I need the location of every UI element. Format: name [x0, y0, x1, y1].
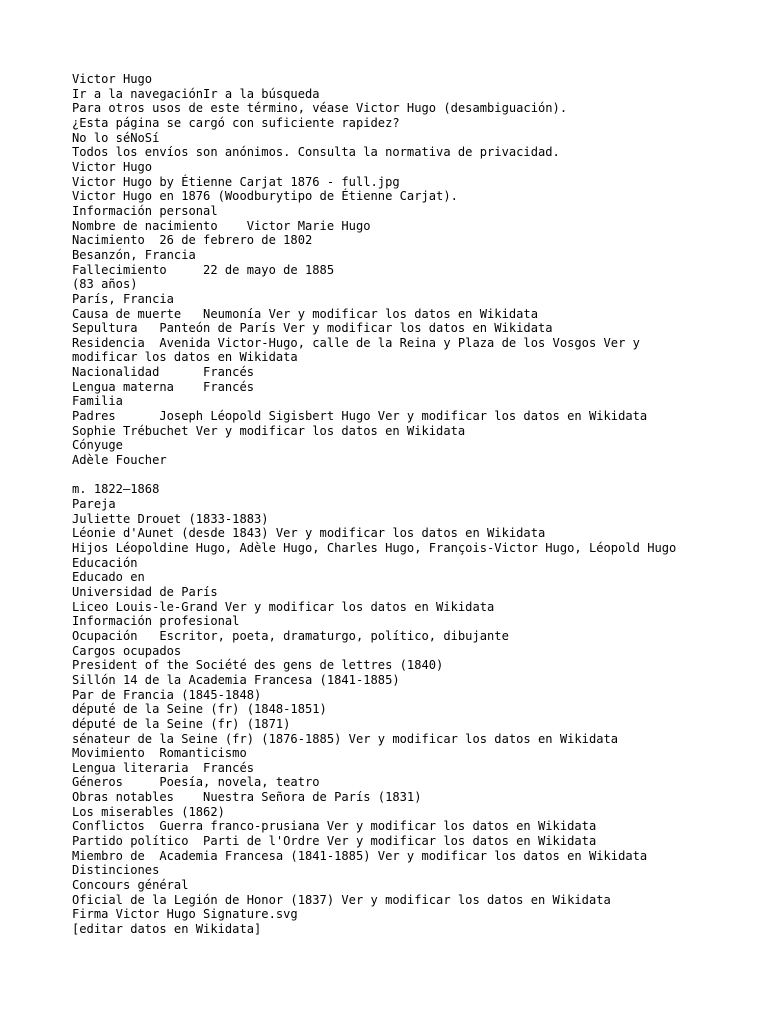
text-line: Información personal — [72, 203, 218, 218]
text-line: Miembro de Academia Francesa (1841-1885) Ver y modificar los datos en Wikidata — [72, 848, 648, 863]
text-line: Lengua materna Francés — [72, 379, 255, 394]
text-line: Léonie d'Aunet (desde 1843) Ver y modificar los datos en Wikidata — [72, 526, 546, 541]
text-line: Educación — [72, 555, 138, 570]
text-line — [72, 468, 676, 483]
text-line: Juliette Drouet (1833-1883) — [72, 511, 269, 526]
text-line: Sepultura Panteón de París Ver y modificar los datos en Wikidata — [72, 321, 553, 336]
text-line: Ir a la navegaciónIr a la búsqueda — [72, 86, 320, 101]
text-line: Pareja — [72, 497, 116, 512]
text-line: Victor Hugo by Étienne Carjat 1876 - full.jpg — [72, 174, 400, 189]
text-line: Universidad de París — [72, 584, 218, 599]
text-line: sénateur de la Seine (fr) (1876-1885) Ver y modificar los datos en Wikidata — [72, 731, 619, 746]
text-line: Ocupación Escritor, poeta, dramaturgo, político, dibujante — [72, 628, 509, 643]
text-line: Educado en — [72, 570, 145, 585]
text-line: Distinciones — [72, 863, 160, 878]
text-line: Los miserables (1862) — [72, 804, 225, 819]
text-line: Hijos Léopoldine Hugo, Adèle Hugo, Charles Hugo, François-Victor Hugo, Léopold Hugo — [72, 540, 677, 555]
text-line: Liceo Louis-le-Grand Ver y modificar los datos en Wikidata — [72, 599, 495, 614]
document-text — [72, 72, 676, 937]
text-line: Obras notables Nuestra Señora de París (1831) — [72, 790, 422, 805]
text-line: Fallecimiento 22 de mayo de 1885 — [72, 262, 335, 277]
text-line: Familia — [72, 394, 123, 409]
text-line: Residencia Avenida Victor-Hugo, calle de la Reina y Plaza de los Vosgos Ver y — [72, 335, 640, 350]
text-line: Adèle Foucher — [72, 453, 167, 468]
text-line: Cargos ocupados — [72, 643, 182, 658]
text-line: París, Francia — [72, 291, 174, 306]
text-line: Victor Hugo — [72, 159, 153, 174]
text-line: Partido político Parti de l'Ordre Ver y modificar los datos en Wikidata — [72, 834, 597, 849]
text-line: Padres Joseph Léopold Sigisbert Hugo Ver y modificar los datos en Wikidata — [72, 409, 648, 424]
text-line: m. 1822–1868 — [72, 482, 160, 497]
text-line: Movimiento Romanticismo — [72, 746, 247, 761]
text-line: Géneros Poesía, novela, teatro — [72, 775, 320, 790]
text-line: Nacimiento 26 de febrero de 1802 — [72, 233, 313, 248]
text-line: Nacionalidad Francés — [72, 365, 255, 380]
text-line: Todos los envíos son anónimos. Consulta la normativa de privacidad. — [72, 145, 560, 160]
text-line: Besanzón, Francia — [72, 247, 196, 262]
text-line: Concours général — [72, 878, 189, 893]
text-line: Victor Hugo en 1876 (Woodburytipo de Étienne Carjat). — [72, 189, 458, 204]
text-line: Victor Hugo — [72, 72, 153, 86]
text-line: ¿Esta página se cargó con suficiente rapidez? — [72, 115, 400, 130]
text-line: député de la Seine (fr) (1871) — [72, 716, 291, 731]
text-line: Conflictos Guerra franco-prusiana Ver y modificar los datos en Wikidata — [72, 819, 597, 834]
text-line: [editar datos en Wikidata] — [72, 922, 262, 937]
text-line: Causa de muerte Neumonía Ver y modificar los datos en Wikidata — [72, 306, 538, 321]
text-line: modificar los datos en Wikidata — [72, 350, 298, 365]
text-line: Lengua literaria Francés — [72, 760, 255, 775]
text-line: Oficial de la Legión de Honor (1837) Ver y modificar los datos en Wikidata — [72, 892, 611, 907]
text-line: Firma Victor Hugo Signature.svg — [72, 907, 298, 922]
text-line: President of the Société des gens de lettres (1840) — [72, 658, 444, 673]
text-line: Sillón 14 de la Academia Francesa (1841-1885) — [72, 672, 400, 687]
text-line: Par de Francia (1845-1848) — [72, 687, 262, 702]
text-line: Cónyuge — [72, 438, 123, 453]
text-line: Sophie Trébuchet Ver y modificar los datos en Wikidata — [72, 423, 466, 438]
text-line: Información profesional — [72, 614, 240, 629]
text-line: Nombre de nacimiento Victor Marie Hugo — [72, 218, 371, 233]
text-line: (83 años) — [72, 277, 138, 292]
text-line: Para otros usos de este término, véase Victor Hugo (desambiguación). — [72, 101, 568, 116]
text-line: député de la Seine (fr) (1848-1851) — [72, 702, 327, 717]
text-line: No lo séNoSí — [72, 130, 160, 145]
